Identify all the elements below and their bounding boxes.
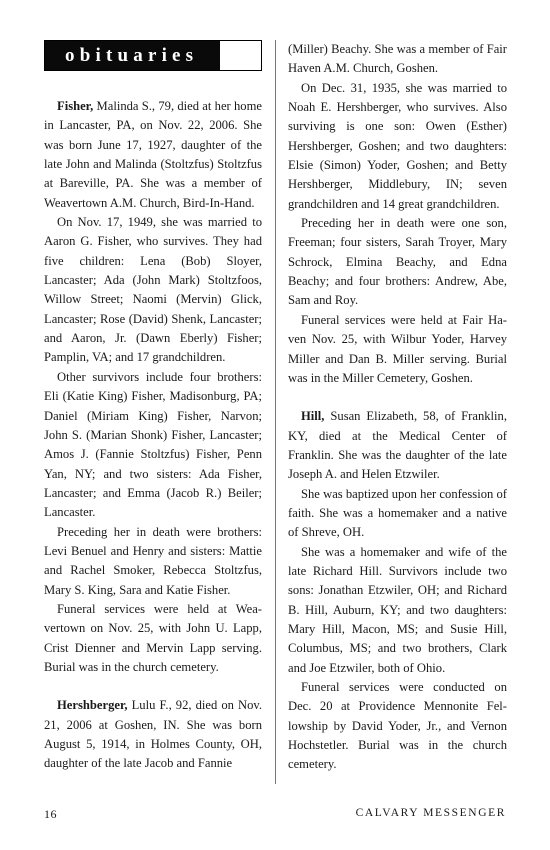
obituary-paragraph: She was a homemaker and wife of the late Richard Hill. Survivors include two sons: Jonathan Etzwiler, OH; and Richard B. Hill, Auburn, KY; and two daughters: Mary Hill, Macon, MS; and Susie Hill, Columbus, MS; and two brothers, Clark and Joe Etzwiler, both of Ohio. [288,544,507,675]
right-column [288,40,507,775]
obituary-paragraph: On Dec. 31, 1935, she was married to Noah E. Hershberger, who survives. Also surviving is one son: Owen (Esther) Hershberger, Goshen; and two daughters: Elsie (Simon) Yoder, Goshen; and Betty Hershberger, Middlebury, IN; seven grandchildren and 14 great grandchildren. [288,80,507,211]
page-number: 16 [44,807,57,821]
obituary-hill-intro: Hill, Susan Elizabeth, 58, of Franklin, KY, died at the Medical Center of Franklin. She was the daughter of the late Joseph A. and Helen Etzwiler. [288,409,507,482]
section-title: obituaries [45,41,220,70]
obituary-paragraph: Preceding her in death were one son, Freeman; four sisters, Sarah Troyer, Mary Schrock, Elmina Beachy, and Edna Beachy; and four brothers: Andrew, Abe, Sam and Roy. [288,216,507,308]
obituary-paragraph: Preceding her in death were brothers: Levi Benuel and Henry and sisters: Mattie and Rachel Smoker, Rebecca Stoltzfus, Mary S. King, Sara and Katie Fisher. [44,524,262,597]
obituary-paragraph: Funeral services were held at Fair Haven Nov. 25, with Wilbur Yoder, Harvey Miller and Dan B. Miller serving. Burial was in the Miller Cemetery, Goshen. [288,312,507,385]
obituary-fisher-intro: Fisher, Malinda S., 79, died at her home in Lancaster, PA, on Nov. 22, 2006. She was born June 17, 1927, daughter of the late John and Malinda (Stoltzfus) Stoltzfus at Bareville, PA. She was a member of Weavertown A.M. Church, Bird-In-Hand. [44,99,262,210]
obituary-paragraph: She was baptized upon her confession of faith. She was a homemaker and a native of Shreve, OH. [288,486,507,540]
obituary-name: Fisher, [57,99,94,113]
section-header [44,40,262,71]
obituary-paragraph: On Nov. 17, 1949, she was married to Aaron G. Fisher, who survives. They had five children: Lena (Bob) Sloyer, Lancaster; Ada (John Mark) Stoltzfoos, Willow Street; Naomi (Mervin) Glick, Lancaster; Rose (David) Shenk, Lancaster; and Aaron, Jr. (Dawn Eberly) Fisher; Pamplin, VA; and 17 grandchildren. [44,215,262,365]
obituary-paragraph: Funeral services were held at Weavertown on Nov. 25, with John U. Lapp, Crist Dienner and Mervin Lapp serving. Burial was in the church cemetery. [44,601,262,674]
obituary-paragraph: Other survivors include four brothers: Eli (Katie King) Fisher, Madisonburg, PA; Daniel (Miriam King) Fisher, Narvon; John S. (Marian Shonk) Fisher, Lancaster; Amos J. (Fannie Stoltzfus) Fisher, Penn Yan, NY; and two sisters: Ada Fisher, Lancaster; and Emma (Jacob R.) Beiler; Lancaster. [44,369,262,520]
obituary-paragraph-continued: (Miller) Beachy. She was a member of Fair Haven A.M. Church, Goshen. [288,42,507,76]
left-column [44,40,262,774]
obituary-name: Hill, [301,409,325,424]
obituary-name: Hershberger, [57,698,128,713]
obituary-hershberger-intro: Hershberger, Lulu F., 92, died on Nov. 21, 2006 at Goshen, IN. She was born August 5, 1914, in Holmes County, OH, daughter of the late Jacob and Fannie [44,698,262,771]
column-divider [275,40,276,784]
obituary-paragraph: Funeral services were conducted on Dec. 20 at Providence Mennonite Fellowship by David Yoder, Jr., and Vernon Hochstetler. Burial was in the church cemetery. [288,680,507,772]
publication-name: CALVARY MESSENGER [355,807,506,819]
